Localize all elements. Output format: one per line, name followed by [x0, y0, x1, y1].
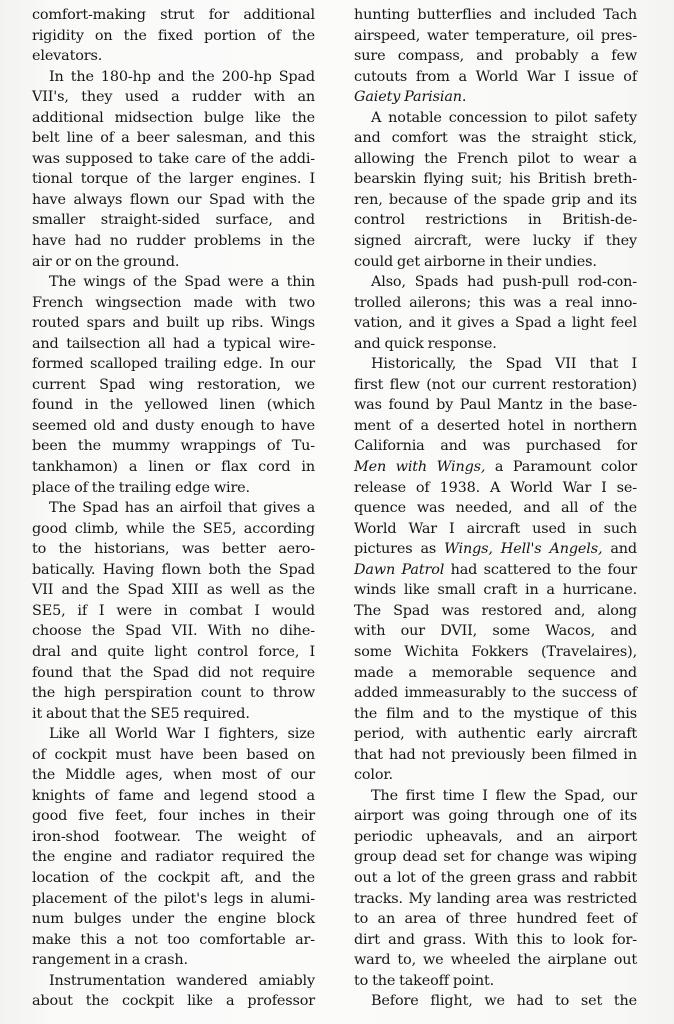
text-line: control restrictions in British-de- [354, 212, 637, 229]
text-line: formed scalloped trailing edge. In our [32, 356, 315, 373]
paragraph-first-line: A notable concession to pilot safety [371, 109, 637, 126]
text-line: been the mummy wrappings of Tu- [32, 438, 315, 455]
text-line: the Middle ages, when most of our [32, 767, 315, 784]
text-line: place of the trailing edge wire. [32, 479, 250, 496]
text-line: was found by Paul Mantz in the base- [354, 397, 637, 414]
text-line: and comfort was the straight stick, [354, 130, 637, 147]
text-line: Dawn Patrol had scattered to the four [354, 561, 638, 578]
text-line: it about that the SE5 required. [32, 705, 250, 722]
text-line: airspeed, water temperature, oil pres- [354, 27, 637, 44]
text-line: added immeasurably to the success of [354, 685, 637, 702]
text-line: tankhamon) a linen or flax cord in [32, 459, 315, 476]
text-line: trolled ailerons; this was a real inno- [354, 294, 637, 311]
text-line: out a lot of the green grass and rabbit [354, 869, 637, 886]
text-line: The Spad was restored and, along [354, 602, 637, 619]
text-line: routed spars and built up ribs. Wings [32, 315, 315, 332]
text-line: tional torque of the larger engines. I [32, 171, 315, 188]
text-line: current Spad wing restoration, we [32, 376, 315, 393]
paragraph-first-line: Historically, the Spad VII that I [371, 356, 637, 373]
text-line: periodic upheavals, and an airport [354, 828, 637, 845]
text-line: num bulges under the engine block [32, 911, 315, 928]
text-line: release of 1938. A World War I se- [354, 479, 637, 496]
text-line: SE5, if I were in combat I would [32, 602, 315, 619]
text-line: placement of the pilot's legs in alumi- [32, 890, 315, 907]
left-text-column [32, 5, 315, 1012]
text-line: California and was purchased for [354, 438, 637, 455]
text-line: rangement in a crash. [32, 952, 188, 969]
text-line: pictures as Wings, Hell's Angels, and [354, 541, 637, 558]
text-line: and quick response. [354, 335, 497, 352]
text-line: hunting butterflies and included Tach [354, 7, 637, 23]
italic-title: Gaiety Parisian [354, 89, 462, 106]
text-line: good climb, while the SE5, according [32, 520, 315, 537]
paragraph-first-line: The wings of the Spad were a thin [49, 274, 315, 291]
text-line: signed aircraft, were lucky if they [354, 233, 637, 250]
text-line: group dead set for change was wiping [354, 849, 637, 866]
text-line: location of the cockpit aft, and the [32, 869, 315, 886]
text-line: found that the Spad did not require [32, 664, 315, 681]
text-line: batically. Having flown both the Spad [32, 561, 315, 578]
text-line: bearskin flying suit; his British breth- [354, 171, 637, 188]
text-line: some Wichita Fokkers (Travelaires), [354, 643, 637, 660]
text-line: VII and the Spad XIII as well as the [32, 582, 315, 599]
text-line: quence was needed, and all of the [354, 500, 637, 517]
text-line: found in the yellowed linen (which [32, 397, 315, 414]
text-line: rigidity on the fixed portion of the [32, 27, 315, 44]
text-line: ment of a deserted hotel in northern [354, 417, 637, 434]
paragraph-first-line: Also, Spads had push-pull rod-con- [371, 274, 637, 291]
text-line: the high perspiration count to throw [32, 685, 315, 702]
text-line: to the historians, was better aero- [32, 541, 315, 558]
text-line: about the cockpit like a professor [32, 993, 315, 1010]
text-line: knights of fame and legend stood a [32, 787, 315, 804]
text-line: French wingsection made with two [32, 294, 315, 311]
italic-title: Dawn Patrol [354, 561, 445, 578]
text-line: first flew (not our current restoration) [354, 376, 637, 393]
paragraph-first-line: Before flight, we had to set the [371, 993, 637, 1010]
text-line: elevators. [32, 48, 103, 65]
text-line: VII's, they used a rudder with an [32, 89, 315, 106]
italic-title: Wings, Hell's Angels, [444, 541, 603, 558]
text-line: airport was going through one of its [354, 808, 637, 825]
text-line: the engine and radiator required the [32, 849, 315, 866]
text-line: vation, and it gives a Spad a light feel [354, 315, 637, 332]
text-line: was supposed to take care of the addi- [32, 150, 315, 167]
text-line: good five feet, four inches in their [32, 808, 315, 825]
text-line: smaller straight-sided surface, and [32, 212, 315, 229]
italic-title: Men with Wings, [354, 459, 486, 476]
text-line: Gaiety Parisian. [354, 89, 467, 106]
text-line: belt line of a beer salesman, and this [32, 130, 315, 147]
text-line: the film and to the mystique of this [354, 705, 637, 722]
text-line: to an area of three hundred feet of [354, 911, 637, 928]
text-line: ward to, we wheeled the airplane out [354, 952, 637, 969]
text-line: choose the Spad VII. With no dihe- [32, 623, 315, 640]
text-line: additional midsection bulge like the [32, 109, 315, 126]
text-line: cutouts from a World War I issue of [354, 68, 637, 85]
text-line: could get airborne in their undies. [354, 253, 597, 270]
text-line: made a memorable sequence and [354, 664, 637, 681]
text-line: iron-shod footwear. The weight of [32, 828, 315, 845]
text-line: to the takeoff point. [354, 972, 495, 989]
text-line: with our DVII, some Wacos, and [354, 623, 637, 640]
text-line: make this a not too comfortable ar- [32, 931, 315, 948]
text-line: have always flown our Spad with the [32, 191, 315, 208]
text-line: Men with Wings, a Paramount color [354, 459, 637, 476]
paragraph-first-line: The first time I flew the Spad, our [371, 787, 637, 804]
text-line: comfort-making strut for additional [32, 7, 315, 23]
text-line: dral and quite light control force, I [32, 643, 315, 660]
paragraph-first-line: In the 180-hp and the 200-hp Spad [49, 68, 315, 85]
text-line: dirt and grass. With this to look for- [354, 931, 637, 948]
paragraph-first-line: The Spad has an airfoil that gives a [49, 500, 315, 517]
text-line: that had not previously been filmed in [354, 746, 637, 763]
text-line: air or on the ground. [32, 253, 180, 270]
text-line: seemed old and dusty enough to have [32, 417, 315, 434]
text-line: sure compass, and probably a few [354, 48, 637, 65]
text-line: winds like small craft in a hurricane. [354, 582, 637, 599]
text-line: allowing the French pilot to wear a [354, 150, 637, 167]
text-line: have had no rudder problems in the [32, 233, 315, 250]
paragraph-first-line: Instrumentation wandered amiably [49, 972, 315, 989]
text-line: period, with authentic early aircraft [354, 726, 637, 743]
text-line: and tailsection all had a typical wire- [32, 335, 315, 352]
right-text-column [354, 5, 637, 1012]
text-line: tracks. My landing area was restricted [354, 890, 637, 907]
text-line: ren, because of the spade grip and its [354, 191, 637, 208]
text-line: color. [354, 767, 393, 784]
text-line: World War I aircraft used in such [354, 520, 637, 537]
paragraph-first-line: Like all World War I fighters, size [49, 726, 315, 743]
text-line: of cockpit must have been based on [32, 746, 315, 763]
